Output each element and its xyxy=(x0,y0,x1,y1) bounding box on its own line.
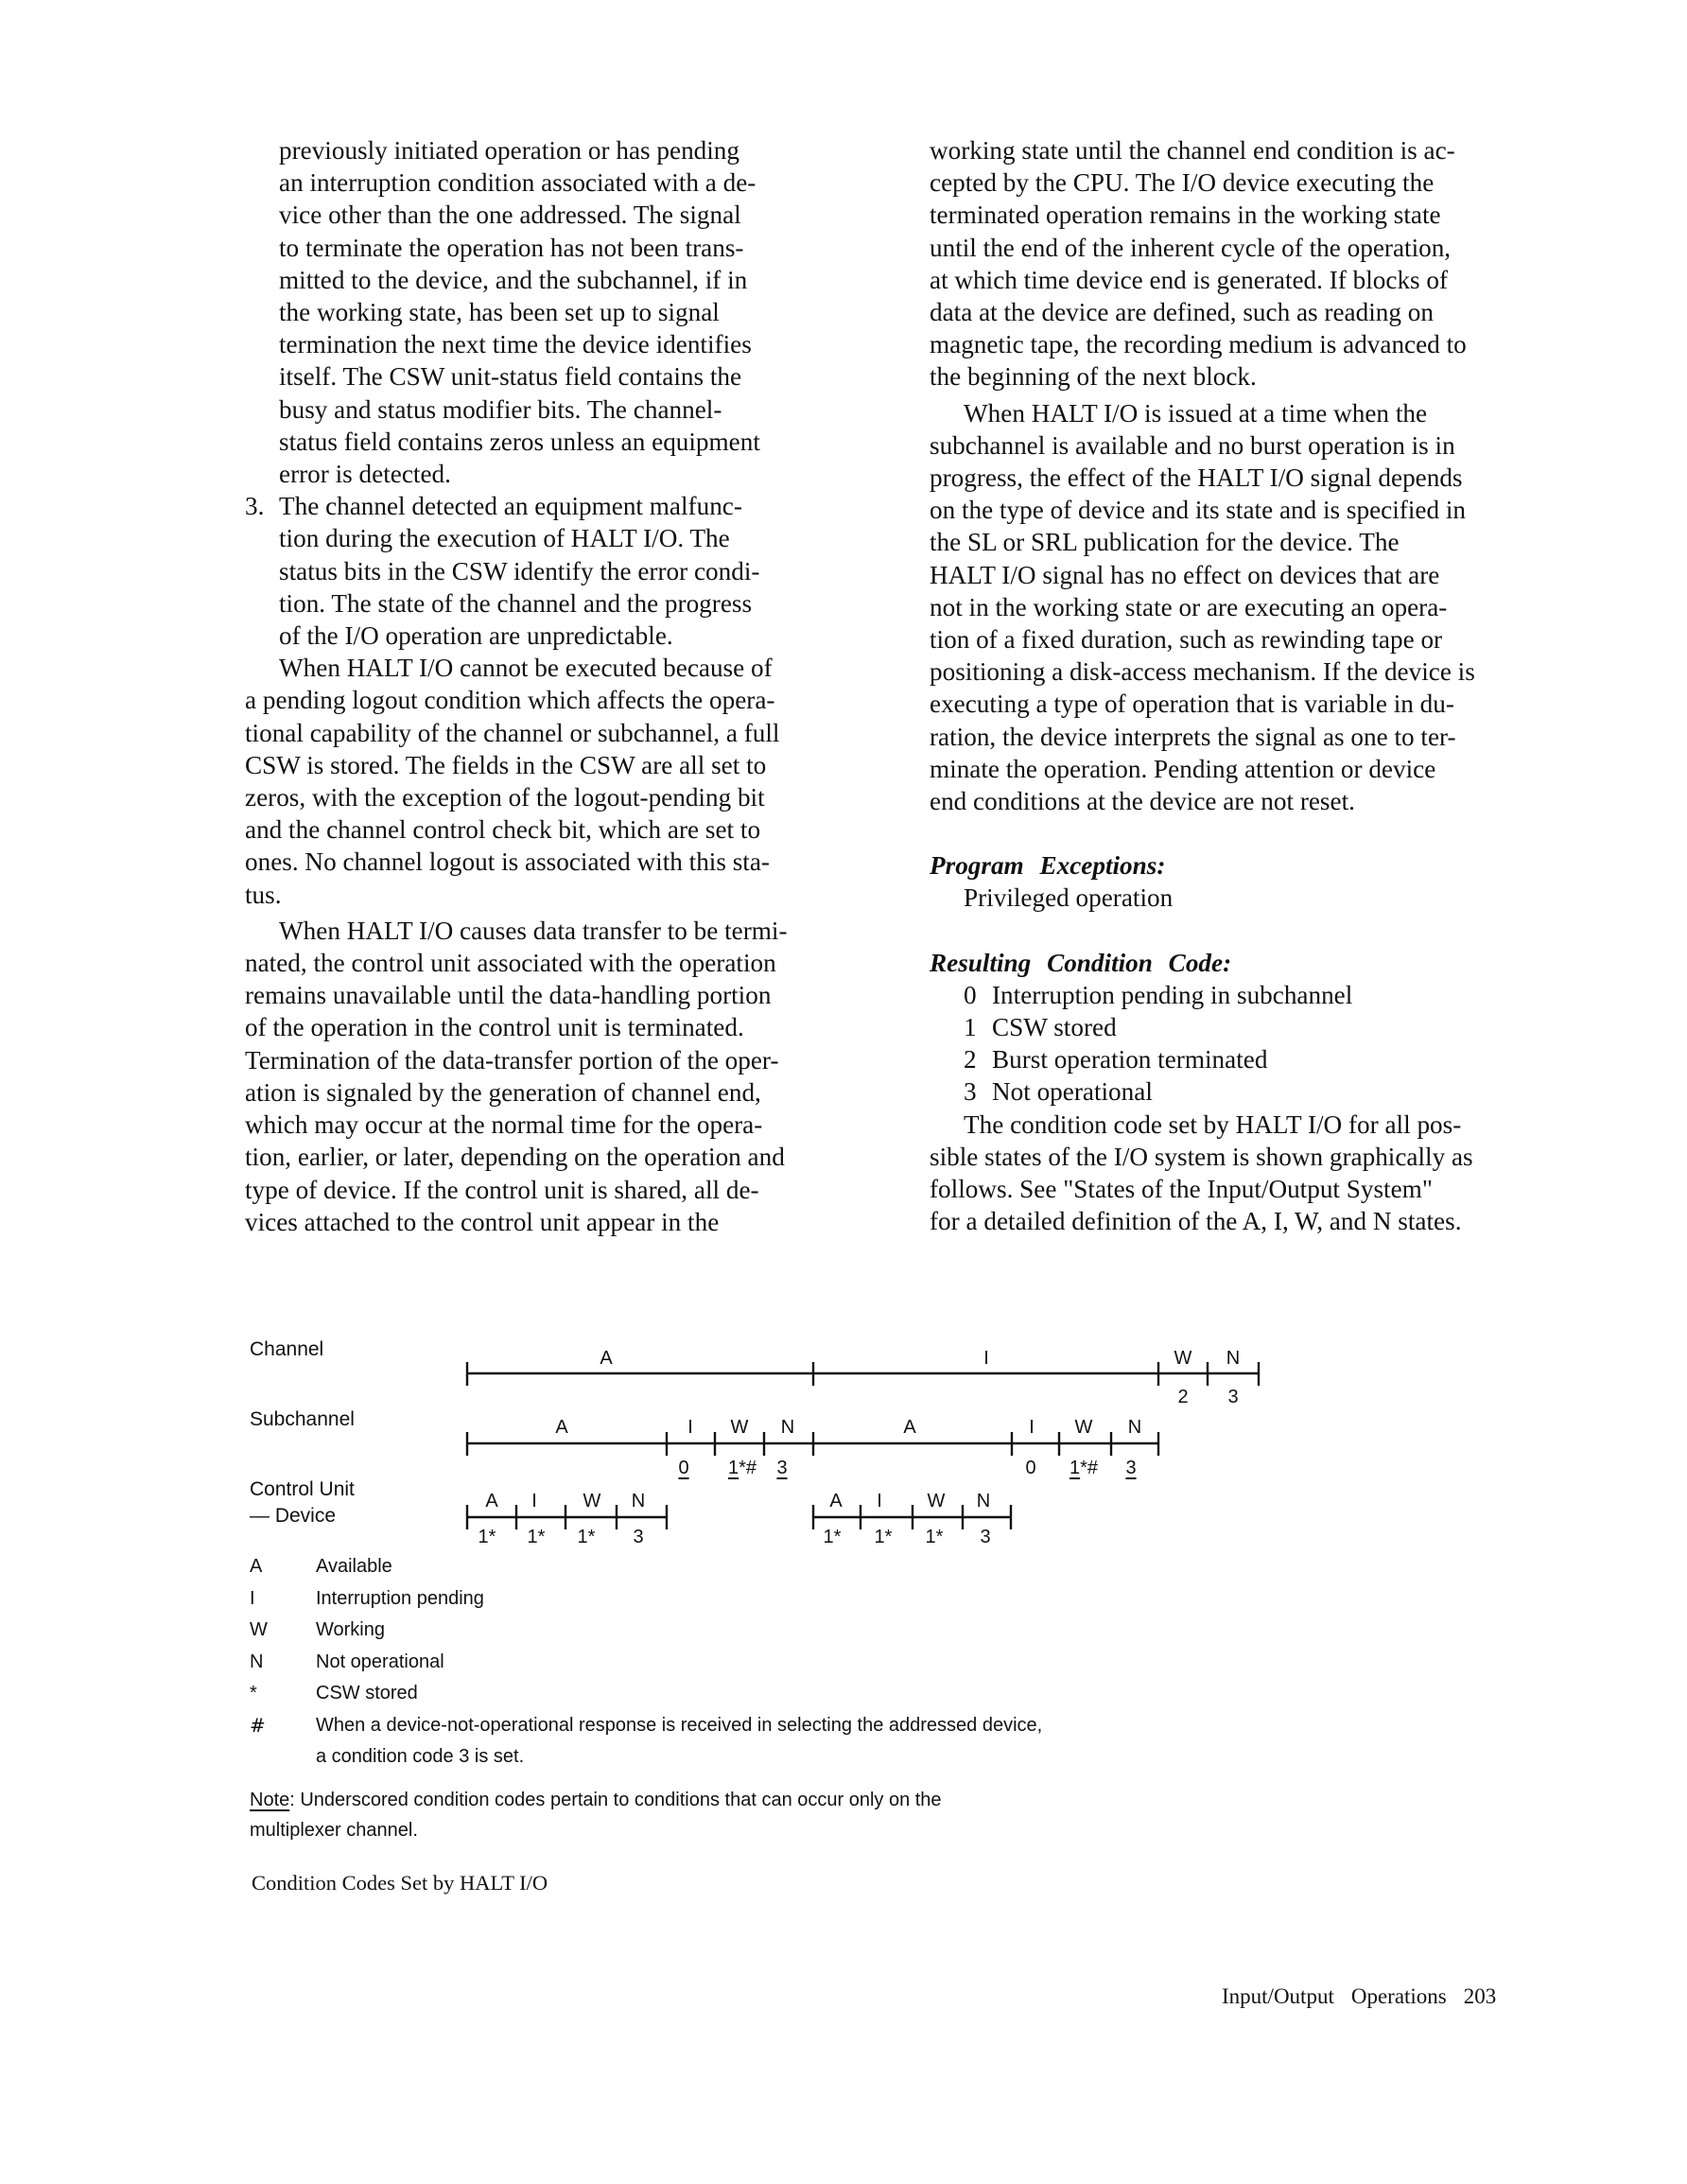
text-line: the SL or SRL publication for the device. The xyxy=(930,528,1400,557)
cu2-code-w: 1* xyxy=(925,1527,944,1547)
condition-code-row xyxy=(950,1075,1550,1108)
legend-row xyxy=(250,1551,1167,1583)
legend-key: # xyxy=(250,1713,266,1737)
underlined-code: 3 xyxy=(776,1458,788,1478)
legend-row xyxy=(250,1710,1167,1773)
subchannel-state-i-2: I xyxy=(1029,1417,1035,1438)
legend-key: I xyxy=(250,1587,255,1609)
cu1-code-n: 3 xyxy=(633,1527,644,1547)
text-line: nated, the control unit associated with the operation xyxy=(245,949,776,978)
paragraph-issued xyxy=(930,397,1550,818)
text-line: minate the operation. Pending attention or device xyxy=(930,754,1436,783)
text-line: working state until the channel end condition is ac- xyxy=(930,136,1455,165)
text-line: data at the device are defined, such as reading on xyxy=(930,298,1434,327)
legend-key: * xyxy=(250,1683,257,1704)
subchannel-state-a-2: A xyxy=(903,1417,916,1438)
channel-code-n: 3 xyxy=(1227,1387,1239,1407)
text-line: remains unavailable until the data-handling portion xyxy=(245,981,772,1010)
page-footer xyxy=(1222,1984,1496,2009)
subchannel-state-w: W xyxy=(730,1417,749,1438)
text-line: previously initiated operation or has pending xyxy=(279,136,739,165)
legend-row xyxy=(250,1647,1167,1679)
cc-text: Not operational xyxy=(992,1077,1153,1107)
condition-code-list xyxy=(930,979,1550,1109)
left-column xyxy=(245,134,899,1238)
row-label-subchannel: Subchannel xyxy=(250,1408,355,1430)
text-line: mitted to the device, and the subchannel, if in xyxy=(279,265,748,294)
condition-code-row xyxy=(950,979,1550,1011)
text-line: tional capability of the channel or subchannel, a full xyxy=(245,718,780,747)
text-line: sible states of the I/O system is shown graphically as xyxy=(930,1142,1473,1171)
legend-key: W xyxy=(250,1619,268,1640)
channel-state-n: N xyxy=(1226,1348,1241,1369)
text-line: on the type of device and its state and is specified in xyxy=(930,496,1466,525)
note-label: Note xyxy=(250,1790,290,1810)
row-label-channel: Channel xyxy=(250,1338,324,1360)
figure-caption: Condition Codes Set by HALT I/O xyxy=(252,1871,548,1895)
cu2-state-w: W xyxy=(927,1491,946,1511)
cc-text: CSW stored xyxy=(992,1013,1117,1042)
channel-state-i: I xyxy=(983,1348,989,1369)
subchannel-state-n-2: N xyxy=(1127,1417,1142,1438)
text-line: status field contains zeros unless an equipment xyxy=(279,427,760,456)
subchannel-code-n-2 xyxy=(1125,1458,1136,1478)
text-line: a pending logout condition which affects the opera- xyxy=(245,686,775,715)
cu1-code-w: 1* xyxy=(577,1527,596,1547)
text-line: When HALT I/O cannot be executed because of xyxy=(279,654,773,683)
text-line: type of device. If the control unit is shared, all de- xyxy=(245,1175,759,1204)
text-line: vices attached to the control unit appear in the xyxy=(245,1207,720,1236)
paragraph-continued xyxy=(279,134,899,490)
legend-text: Interruption pending xyxy=(316,1587,484,1609)
text-line: not in the working state or are executing an opera- xyxy=(930,592,1448,621)
cu2-code-a: 1* xyxy=(823,1527,842,1547)
text-line: at which time device end is generated. If blocks of xyxy=(930,265,1449,294)
subchannel-code-i-2: 0 xyxy=(1025,1458,1036,1478)
legend-row xyxy=(250,1615,1167,1647)
text-line: for a detailed definition of the A, I, W, and N states. xyxy=(930,1207,1462,1236)
text-line: of the operation in the control unit is terminated. xyxy=(245,1013,744,1042)
text-line: of the I/O operation are unpredictable. xyxy=(279,621,673,651)
right-column xyxy=(930,134,1550,1238)
cu1-code-i: 1* xyxy=(527,1527,546,1547)
cu2-state-i: I xyxy=(877,1491,882,1511)
cu1-state-w: W xyxy=(583,1491,601,1511)
cc-code: 3 xyxy=(964,1077,977,1107)
text-line: cepted by the CPU. The I/O device executing the xyxy=(930,168,1435,198)
text-line: end conditions at the device are not reset. xyxy=(930,787,1355,816)
cu1-state-n: N xyxy=(631,1491,646,1511)
diagram-legend xyxy=(250,1551,1167,1773)
channel-state-w: W xyxy=(1174,1348,1192,1369)
channel-state-a: A xyxy=(600,1348,613,1369)
legend-text xyxy=(316,1710,1167,1773)
text-line: magnetic tape, the recording medium is advanced to xyxy=(930,330,1467,359)
text-line: ones. No channel logout is associated with this sta- xyxy=(245,847,770,877)
legend-key: N xyxy=(250,1651,264,1672)
condition-code-row xyxy=(950,1043,1550,1075)
legend-text: CSW stored xyxy=(316,1683,418,1704)
text-line: The channel detected an equipment malfunc- xyxy=(279,492,742,521)
text-line: error is detected. xyxy=(279,460,451,489)
note-text: : Underscored condition codes pertain to conditions that can occur only on the xyxy=(289,1790,942,1810)
text-line: zeros, with the exception of the logout-pending bit xyxy=(245,783,765,812)
text-line: CSW is stored. The fields in the CSW are all set to xyxy=(245,750,767,779)
row-label-device: — Device xyxy=(250,1505,337,1527)
text-line: which may occur at the normal time for the opera- xyxy=(245,1110,763,1140)
subchannel-state-a: A xyxy=(555,1417,568,1438)
diagram-note xyxy=(250,1785,1101,1845)
subchannel-state-n: N xyxy=(780,1417,795,1438)
cu2-code-i: 1* xyxy=(874,1527,893,1547)
text-line: executing a type of operation that is variable in du- xyxy=(930,690,1454,719)
cc-code: 2 xyxy=(964,1045,977,1075)
paragraph-logout xyxy=(245,652,899,911)
row-label-control-unit: Control Unit xyxy=(250,1478,355,1500)
text-line: an interruption condition associated with a de- xyxy=(279,168,757,198)
text-line: status bits in the CSW identify the error condi- xyxy=(279,556,760,585)
legend-row xyxy=(250,1583,1167,1616)
channel-code-w: 2 xyxy=(1177,1387,1189,1407)
text-line: and the channel control check bit, which are set to xyxy=(245,815,761,845)
subchannel-code-n xyxy=(776,1458,787,1478)
text-line: the beginning of the next block. xyxy=(930,362,1257,392)
subchannel-code-w: 1*# xyxy=(727,1458,757,1478)
paragraph-graphic xyxy=(930,1109,1550,1238)
text-line: the working state, has been set up to signal xyxy=(279,298,720,327)
cc-code: 1 xyxy=(964,1013,977,1042)
text-line: progress, the effect of the HALT I/O signal depends xyxy=(930,463,1463,493)
text-line: terminated operation remains in the working state xyxy=(930,201,1441,230)
cu2-state-a: A xyxy=(829,1491,843,1511)
subchannel-code-i xyxy=(678,1458,688,1478)
cu2-state-n: N xyxy=(976,1491,991,1511)
text-line: termination the next time the device identifies xyxy=(279,330,752,359)
text-line: subchannel is available and no burst operation is in xyxy=(930,430,1455,460)
paragraph-data-transfer xyxy=(245,915,899,1238)
legend-text: Available xyxy=(316,1556,392,1577)
text-line: tion. The state of the channel and the progress xyxy=(279,588,753,618)
text-line: itself. The CSW unit-status field contains the xyxy=(279,362,742,392)
subchannel-state-i: I xyxy=(687,1417,693,1438)
text-line: busy and status modifier bits. The channel- xyxy=(279,394,722,424)
text-line: tion of a fixed duration, such as rewinding tape or xyxy=(930,625,1443,655)
subchannel-state-w-2: W xyxy=(1074,1417,1093,1438)
footer-section: Input/Output xyxy=(1222,1984,1334,2008)
text-line: Termination of the data-transfer portion of the oper- xyxy=(245,1045,779,1075)
subchannel-code-w-2: 1*# xyxy=(1069,1458,1099,1478)
resulting-condition-code-heading: Resulting Condition Code: xyxy=(930,948,1232,977)
text-line: When HALT I/O causes data transfer to be termi- xyxy=(279,916,788,945)
program-exceptions-heading: Program Exceptions: xyxy=(930,851,1166,881)
paragraph-continued xyxy=(930,134,1550,393)
text-line: HALT I/O signal has no effect on devices that are xyxy=(930,560,1440,589)
cc-text: Burst operation terminated xyxy=(992,1045,1268,1075)
cc-code: 0 xyxy=(964,980,977,1009)
text-line: to terminate the operation has not been trans- xyxy=(279,233,744,262)
legend-text-line: a condition code 3 is set. xyxy=(316,1746,525,1767)
footer-section-2: Operations xyxy=(1350,1984,1447,2008)
text-line: The condition code set by HALT I/O for all pos- xyxy=(964,1109,1462,1139)
underlined-code: 3 xyxy=(1125,1458,1137,1478)
text-line: tion during the execution of HALT I/O. The xyxy=(279,524,730,553)
text-line: ation is signaled by the generation of channel end, xyxy=(245,1077,761,1107)
cu1-state-a: A xyxy=(485,1491,498,1511)
condition-code-row xyxy=(950,1011,1550,1043)
cu1-state-i: I xyxy=(531,1491,537,1511)
note-text-continued: multiplexer channel. xyxy=(250,1820,418,1841)
cu1-code-a: 1* xyxy=(478,1527,496,1547)
cc-text: Interruption pending in subchannel xyxy=(992,980,1353,1009)
text-line: tion, earlier, or later, depending on the operation and xyxy=(245,1143,785,1172)
text-line: vice other than the one addressed. The signal xyxy=(279,201,741,230)
text-line: positioning a disk-access mechanism. If the device is xyxy=(930,657,1475,687)
legend-key: A xyxy=(250,1556,263,1577)
text-line: tus. xyxy=(245,880,282,909)
program-exception-item: Privileged operation xyxy=(964,883,1174,913)
text-line: until the end of the inherent cycle of the operation, xyxy=(930,233,1452,262)
legend-row xyxy=(250,1678,1167,1710)
legend-text: Working xyxy=(316,1619,385,1640)
text-line: When HALT I/O is issued at a time when the xyxy=(964,398,1428,428)
underlined-code: 0 xyxy=(678,1458,689,1478)
list-item-3 xyxy=(245,490,899,652)
legend-text: Not operational xyxy=(316,1651,444,1672)
legend-text-line: When a device-not-operational response is received in selecting the addressed device, xyxy=(316,1714,1043,1736)
page-number: 203 xyxy=(1463,1984,1497,2008)
list-number: 3. xyxy=(245,492,265,521)
text-line: ration, the device interprets the signal as one to ter- xyxy=(930,722,1456,751)
text-line: follows. See "States of the Input/Output System" xyxy=(930,1175,1433,1204)
cu2-code-n: 3 xyxy=(980,1527,991,1547)
